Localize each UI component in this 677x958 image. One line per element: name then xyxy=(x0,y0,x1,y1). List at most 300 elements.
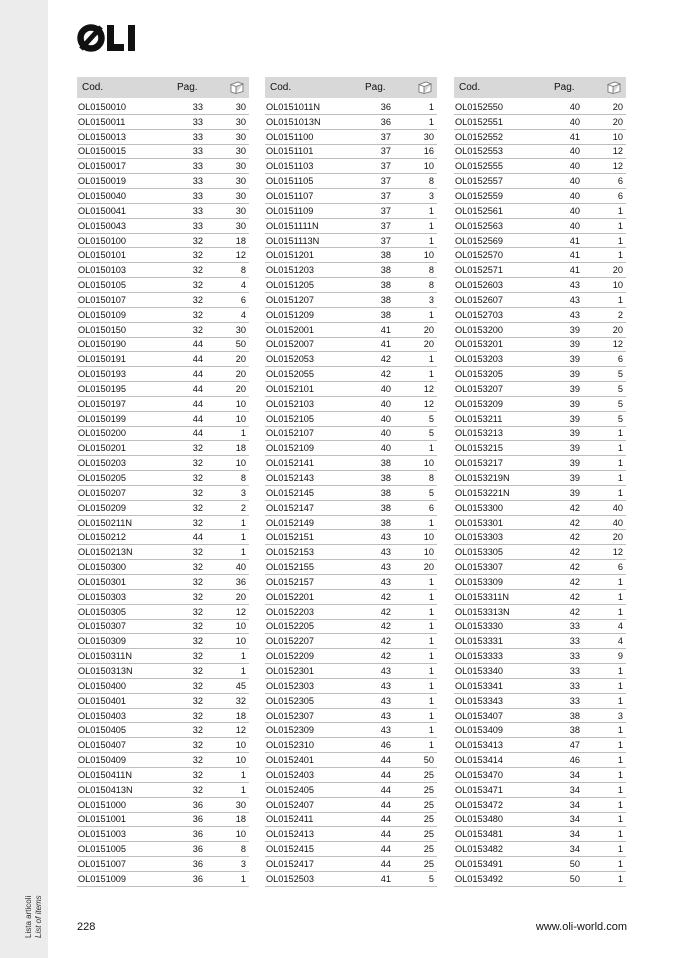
table-row xyxy=(454,412,626,427)
item-page: 41 xyxy=(569,250,580,261)
item-code: OL0153200 xyxy=(455,324,504,335)
item-code: OL0152155 xyxy=(266,562,315,573)
item-page: 32 xyxy=(192,710,203,721)
table-row xyxy=(265,768,437,783)
table-row xyxy=(454,545,626,560)
item-quantity: 2 xyxy=(617,309,623,320)
item-page: 44 xyxy=(192,428,203,439)
item-page: 32 xyxy=(192,324,203,335)
table-row xyxy=(265,857,437,872)
table-row xyxy=(77,560,249,575)
table-row xyxy=(77,620,249,635)
item-code: OL0152101 xyxy=(266,383,315,394)
item-quantity: 10 xyxy=(612,131,623,142)
table-row xyxy=(265,219,437,234)
table-row xyxy=(454,130,626,145)
item-code: OL0153311N xyxy=(455,591,509,602)
table-row xyxy=(265,530,437,545)
item-page: 32 xyxy=(192,784,203,795)
item-code: OL0153470 xyxy=(455,769,504,780)
item-code: OL0151109 xyxy=(266,205,314,216)
item-code: OL0152557 xyxy=(455,176,504,187)
item-code: OL0150015 xyxy=(78,146,127,157)
table-row xyxy=(77,694,249,709)
item-code: OL0151000 xyxy=(78,799,127,810)
table-row xyxy=(265,248,437,263)
table-row xyxy=(265,174,437,189)
item-code: OL0150301 xyxy=(78,576,127,587)
table-row xyxy=(454,709,626,724)
item-page: 40 xyxy=(569,161,580,172)
item-page: 44 xyxy=(380,799,391,810)
item-quantity: 5 xyxy=(428,428,434,439)
table-row xyxy=(454,783,626,798)
item-code: OL0152413 xyxy=(266,829,315,840)
item-quantity: 50 xyxy=(235,339,246,350)
item-quantity: 16 xyxy=(423,146,434,157)
table-row xyxy=(77,738,249,753)
table-row xyxy=(77,263,249,278)
item-code: OL0151105 xyxy=(266,176,314,187)
website-link[interactable]: www.oli-world.com xyxy=(535,921,627,933)
item-quantity: 1 xyxy=(617,294,623,305)
item-page: 44 xyxy=(192,398,203,409)
item-quantity: 32 xyxy=(235,695,246,706)
item-page: 34 xyxy=(569,814,580,825)
item-page: 43 xyxy=(569,309,580,320)
item-quantity: 1 xyxy=(428,621,434,632)
header-code: Cod. xyxy=(270,82,292,93)
item-page: 32 xyxy=(192,695,203,706)
box-icon xyxy=(217,81,249,94)
header-code: Cod. xyxy=(459,82,481,93)
item-quantity: 20 xyxy=(612,532,623,543)
side-tab-label xyxy=(24,895,44,938)
item-code: OL0153472 xyxy=(455,799,504,810)
item-page: 37 xyxy=(380,161,391,172)
item-quantity: 10 xyxy=(423,161,434,172)
item-page: 40 xyxy=(569,101,580,112)
item-page: 33 xyxy=(192,131,203,142)
table-row xyxy=(77,471,249,486)
item-quantity: 5 xyxy=(617,398,623,409)
item-page: 41 xyxy=(569,265,580,276)
item-code: OL0150019 xyxy=(78,176,127,187)
item-quantity: 30 xyxy=(423,131,434,142)
item-quantity: 25 xyxy=(423,814,434,825)
item-quantity: 1 xyxy=(428,220,434,231)
item-column-2 xyxy=(265,77,437,887)
item-page: 42 xyxy=(569,562,580,573)
table-row xyxy=(77,768,249,783)
item-code: OL0152555 xyxy=(455,161,504,172)
table-row xyxy=(454,694,626,709)
table-row xyxy=(77,530,249,545)
item-code: OL0152151 xyxy=(266,532,315,543)
item-code: OL0151009 xyxy=(78,873,127,884)
item-code: OL0150043 xyxy=(78,220,127,231)
item-quantity: 1 xyxy=(240,428,246,439)
item-code: OL0152055 xyxy=(266,369,315,380)
item-page: 34 xyxy=(569,844,580,855)
item-quantity: 30 xyxy=(235,205,246,216)
item-code: OL0152571 xyxy=(455,265,504,276)
item-code: OL0152203 xyxy=(266,606,315,617)
item-quantity: 18 xyxy=(235,443,246,454)
box-icon xyxy=(594,81,626,94)
item-page: 38 xyxy=(380,458,391,469)
table-row xyxy=(265,709,437,724)
item-quantity: 1 xyxy=(240,784,246,795)
item-page: 40 xyxy=(569,190,580,201)
item-quantity: 10 xyxy=(235,829,246,840)
table-row xyxy=(454,827,626,842)
item-quantity: 25 xyxy=(423,858,434,869)
item-quantity: 1 xyxy=(617,740,623,751)
table-row xyxy=(265,115,437,130)
table-row xyxy=(265,723,437,738)
table-row xyxy=(265,842,437,857)
item-code: OL0152703 xyxy=(455,309,504,320)
item-page: 43 xyxy=(380,680,391,691)
item-page: 39 xyxy=(569,473,580,484)
item-code: OL0152209 xyxy=(266,651,315,662)
item-page: 33 xyxy=(192,101,203,112)
table-row xyxy=(265,234,437,249)
table-row xyxy=(454,620,626,635)
item-page: 42 xyxy=(380,606,391,617)
item-quantity: 8 xyxy=(428,265,434,276)
item-quantity: 1 xyxy=(617,873,623,884)
item-code: OL0150405 xyxy=(78,725,127,736)
item-code: OL0150205 xyxy=(78,473,127,484)
item-code: OL0150400 xyxy=(78,680,127,691)
item-page: 36 xyxy=(192,799,203,810)
table-row xyxy=(454,367,626,382)
item-quantity: 10 xyxy=(423,250,434,261)
table-row xyxy=(454,159,626,174)
item-code: OL0152103 xyxy=(266,398,315,409)
item-page: 40 xyxy=(569,146,580,157)
table-row xyxy=(265,783,437,798)
item-code: OL0153300 xyxy=(455,502,504,513)
item-code: OL0152001 xyxy=(266,324,315,335)
item-page: 44 xyxy=(380,784,391,795)
item-page: 33 xyxy=(192,161,203,172)
table-row xyxy=(454,798,626,813)
item-list xyxy=(454,100,626,887)
item-quantity: 1 xyxy=(428,443,434,454)
item-code: OL0152205 xyxy=(266,621,315,632)
item-quantity: 10 xyxy=(235,621,246,632)
item-page: 38 xyxy=(380,487,391,498)
table-row xyxy=(265,649,437,664)
table-row xyxy=(77,427,249,442)
item-page: 38 xyxy=(380,309,391,320)
table-row xyxy=(454,857,626,872)
item-code: OL0153221N xyxy=(455,487,510,498)
item-page: 38 xyxy=(380,250,391,261)
item-code: OL0153211 xyxy=(455,413,503,424)
item-quantity: 3 xyxy=(617,710,623,721)
item-code: OL0150403 xyxy=(78,710,127,721)
item-page: 41 xyxy=(569,235,580,246)
table-row xyxy=(454,605,626,620)
item-quantity: 1 xyxy=(617,784,623,795)
item-quantity: 1 xyxy=(428,309,434,320)
item-quantity: 1 xyxy=(617,473,623,484)
table-row xyxy=(265,471,437,486)
table-row xyxy=(265,456,437,471)
item-page: 37 xyxy=(380,131,391,142)
table-row xyxy=(454,590,626,605)
item-page: 32 xyxy=(192,265,203,276)
item-quantity: 1 xyxy=(240,665,246,676)
item-quantity: 40 xyxy=(612,517,623,528)
item-quantity: 25 xyxy=(423,799,434,810)
item-quantity: 10 xyxy=(235,458,246,469)
item-code: OL0153340 xyxy=(455,665,504,676)
item-code: OL0152141 xyxy=(266,458,315,469)
table-row xyxy=(77,323,249,338)
item-quantity: 1 xyxy=(617,844,623,855)
item-page: 43 xyxy=(380,547,391,558)
item-quantity: 12 xyxy=(235,250,246,261)
item-code: OL0153307 xyxy=(455,562,504,573)
table-row xyxy=(265,501,437,516)
item-page: 32 xyxy=(192,458,203,469)
table-row xyxy=(265,367,437,382)
item-code: OL0151103 xyxy=(266,161,314,172)
table-row xyxy=(454,501,626,516)
item-code: OL0150413N xyxy=(78,784,133,795)
table-row xyxy=(454,560,626,575)
table-row xyxy=(265,352,437,367)
table-row xyxy=(77,753,249,768)
table-row xyxy=(454,634,626,649)
column-header xyxy=(454,77,626,98)
item-code: OL0153213 xyxy=(455,428,504,439)
item-code: OL0150017 xyxy=(78,161,127,172)
item-code: OL0150207 xyxy=(78,487,127,498)
item-code: OL0152415 xyxy=(266,844,315,855)
item-code: OL0152149 xyxy=(266,517,315,528)
table-row xyxy=(77,634,249,649)
table-row xyxy=(77,872,249,887)
item-code: OL0153492 xyxy=(455,873,504,884)
item-code: OL0153209 xyxy=(455,398,504,409)
item-page: 44 xyxy=(380,814,391,825)
item-quantity: 20 xyxy=(612,101,623,112)
item-code: OL0151113N xyxy=(266,235,320,246)
table-row xyxy=(77,456,249,471)
item-code: OL0151005 xyxy=(78,844,127,855)
item-quantity: 1 xyxy=(617,799,623,810)
item-code: OL0152407 xyxy=(266,799,315,810)
item-code: OL0151207 xyxy=(266,294,315,305)
item-code: OL0151100 xyxy=(266,131,314,142)
item-code: OL0153331 xyxy=(455,636,504,647)
table-row xyxy=(77,501,249,516)
item-quantity: 3 xyxy=(240,487,246,498)
table-row xyxy=(454,263,626,278)
item-quantity: 10 xyxy=(235,398,246,409)
item-code: OL0150303 xyxy=(78,591,127,602)
item-page: 40 xyxy=(380,413,391,424)
item-page: 33 xyxy=(192,176,203,187)
item-quantity: 1 xyxy=(617,250,623,261)
item-code: OL0151209 xyxy=(266,309,315,320)
item-code: OL0150105 xyxy=(78,280,127,291)
item-code: OL0152503 xyxy=(266,873,315,884)
item-page: 38 xyxy=(380,473,391,484)
item-code: OL0153203 xyxy=(455,354,504,365)
item-page: 34 xyxy=(569,829,580,840)
table-row xyxy=(77,590,249,605)
item-page: 42 xyxy=(569,517,580,528)
item-code: OL0150191 xyxy=(78,354,127,365)
item-page: 44 xyxy=(380,769,391,780)
table-row xyxy=(77,100,249,115)
item-code: OL0153305 xyxy=(455,547,504,558)
item-list xyxy=(77,100,249,887)
column-header xyxy=(77,77,249,98)
item-quantity: 10 xyxy=(423,458,434,469)
table-row xyxy=(454,842,626,857)
item-quantity: 1 xyxy=(428,665,434,676)
table-row xyxy=(265,427,437,442)
item-page: 50 xyxy=(569,873,580,884)
table-row xyxy=(265,620,437,635)
table-row xyxy=(454,723,626,738)
item-quantity: 25 xyxy=(423,829,434,840)
item-page: 32 xyxy=(192,517,203,528)
table-row xyxy=(265,664,437,679)
item-page: 42 xyxy=(380,354,391,365)
item-quantity: 12 xyxy=(612,547,623,558)
item-page: 39 xyxy=(569,413,580,424)
item-code: OL0151013N xyxy=(266,116,321,127)
item-code: OL0151011N xyxy=(266,101,320,112)
item-quantity: 8 xyxy=(428,176,434,187)
item-page: 32 xyxy=(192,665,203,676)
item-page: 33 xyxy=(569,695,580,706)
item-code: OL0150100 xyxy=(78,235,127,246)
item-page: 44 xyxy=(192,383,203,394)
item-code: OL0152301 xyxy=(266,665,315,676)
item-quantity: 1 xyxy=(240,532,246,543)
item-code: OL0153215 xyxy=(455,443,504,454)
table-row xyxy=(454,397,626,412)
item-code: OL0152403 xyxy=(266,769,315,780)
item-quantity: 1 xyxy=(617,591,623,602)
item-page: 32 xyxy=(192,725,203,736)
item-page: 38 xyxy=(380,265,391,276)
item-code: OL0150197 xyxy=(78,398,127,409)
item-page: 32 xyxy=(192,294,203,305)
item-code: OL0153414 xyxy=(455,755,504,766)
item-code: OL0153407 xyxy=(455,710,504,721)
table-row xyxy=(77,545,249,560)
item-page: 34 xyxy=(569,784,580,795)
table-row xyxy=(265,412,437,427)
item-code: OL0152309 xyxy=(266,725,315,736)
item-code: OL0152053 xyxy=(266,354,315,365)
item-code: OL0150401 xyxy=(78,695,127,706)
item-quantity: 6 xyxy=(617,354,623,365)
item-page: 36 xyxy=(192,844,203,855)
item-page: 39 xyxy=(569,443,580,454)
item-quantity: 20 xyxy=(612,116,623,127)
item-page: 32 xyxy=(192,680,203,691)
table-row xyxy=(265,486,437,501)
item-page: 42 xyxy=(569,547,580,558)
item-quantity: 1 xyxy=(240,651,246,662)
table-row xyxy=(265,323,437,338)
item-code: OL0152553 xyxy=(455,146,504,157)
item-code: OL0150407 xyxy=(78,740,127,751)
table-row xyxy=(77,159,249,174)
item-page: 39 xyxy=(569,487,580,498)
item-page: 32 xyxy=(192,606,203,617)
item-page: 34 xyxy=(569,769,580,780)
item-quantity: 50 xyxy=(423,755,434,766)
table-row xyxy=(77,709,249,724)
item-page: 39 xyxy=(569,369,580,380)
item-quantity: 5 xyxy=(617,413,623,424)
item-page: 40 xyxy=(569,220,580,231)
item-code: OL0152207 xyxy=(266,636,315,647)
item-page: 44 xyxy=(192,339,203,350)
table-row xyxy=(454,486,626,501)
item-quantity: 5 xyxy=(617,383,623,394)
item-quantity: 10 xyxy=(235,740,246,751)
item-page: 37 xyxy=(380,205,391,216)
table-row xyxy=(454,338,626,353)
item-code: OL0152405 xyxy=(266,784,315,795)
item-page: 32 xyxy=(192,443,203,454)
item-quantity: 1 xyxy=(428,369,434,380)
item-page: 42 xyxy=(569,576,580,587)
item-quantity: 1 xyxy=(617,769,623,780)
item-code: OL0152145 xyxy=(266,487,315,498)
item-quantity: 12 xyxy=(612,161,623,172)
table-row xyxy=(265,278,437,293)
item-page: 32 xyxy=(192,740,203,751)
box-icon xyxy=(405,81,437,94)
item-column-3 xyxy=(454,77,626,887)
item-quantity: 3 xyxy=(428,294,434,305)
item-code: OL0152143 xyxy=(266,473,315,484)
table-row xyxy=(454,753,626,768)
table-row xyxy=(265,634,437,649)
item-quantity: 20 xyxy=(423,339,434,350)
item-quantity: 6 xyxy=(428,502,434,513)
item-code: OL0153201 xyxy=(455,339,504,350)
item-quantity: 4 xyxy=(617,621,623,632)
item-code: OL0153217 xyxy=(455,458,504,469)
item-code: OL0150195 xyxy=(78,383,127,394)
item-quantity: 1 xyxy=(617,755,623,766)
item-code: OL0151201 xyxy=(266,250,315,261)
table-row xyxy=(265,189,437,204)
item-quantity: 4 xyxy=(240,309,246,320)
item-code: OL0152411 xyxy=(266,814,314,825)
item-code: OL0151001 xyxy=(78,814,127,825)
item-code: OL0150013 xyxy=(78,131,127,142)
table-row xyxy=(77,397,249,412)
item-page: 41 xyxy=(380,339,391,350)
